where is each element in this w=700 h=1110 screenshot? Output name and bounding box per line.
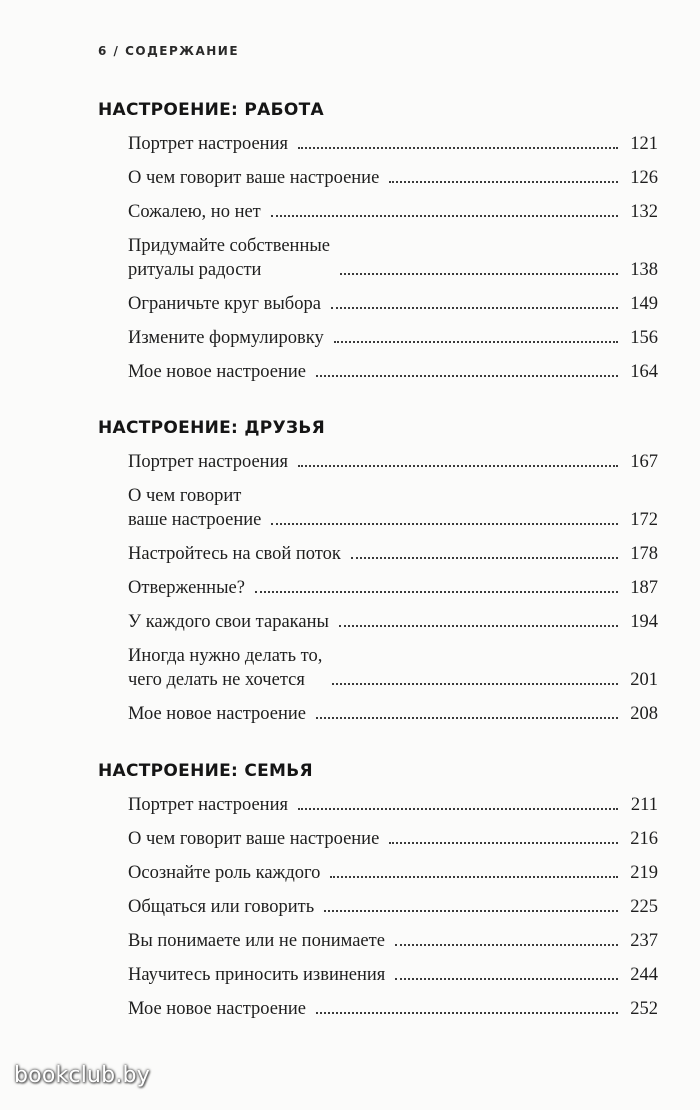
entry-page: 201 <box>630 670 658 690</box>
entry-title: Придумайте собственные ритуалы радости <box>128 236 330 280</box>
entry-page: 126 <box>630 168 658 188</box>
toc-entry[interactable] <box>128 542 658 566</box>
toc-entry[interactable] <box>128 234 658 282</box>
dot-leader <box>271 215 618 217</box>
toc-entry[interactable] <box>128 861 658 885</box>
toc-entry[interactable] <box>128 200 658 224</box>
toc-entry[interactable] <box>128 895 658 919</box>
entry-page: 252 <box>630 999 658 1019</box>
entry-title: Общаться или говорить <box>128 897 315 917</box>
entry-page: 187 <box>630 578 658 598</box>
toc-entries <box>98 793 658 1021</box>
entry-title: Измените формулировку <box>128 328 324 348</box>
dot-leader <box>316 1012 618 1014</box>
entry-page: 244 <box>630 965 658 985</box>
toc-section-work <box>98 99 658 384</box>
entry-page: 138 <box>630 260 658 280</box>
entry-title: Научитесь приносить извинения <box>128 965 386 985</box>
toc-entry[interactable] <box>128 702 658 726</box>
dot-leader <box>332 683 618 685</box>
dot-leader <box>316 717 618 719</box>
dot-leader <box>395 978 618 980</box>
entry-title: Вы понимаете или не понимаете <box>128 931 385 951</box>
toc-section-family <box>98 760 658 1021</box>
entry-page: 164 <box>630 362 658 382</box>
dot-leader <box>340 273 618 275</box>
entry-title: Портрет настроения <box>128 134 288 154</box>
toc-entry[interactable] <box>128 644 658 692</box>
entry-page: 172 <box>630 510 658 530</box>
toc-entry[interactable] <box>128 360 658 384</box>
section-title: НАСТРОЕНИЕ: ДРУЗЬЯ <box>98 418 325 438</box>
entry-title: О чем говорит ваше настроение <box>128 168 380 188</box>
dot-leader <box>330 876 618 878</box>
entry-title: Мое новое настроение <box>128 362 306 382</box>
toc-entry[interactable] <box>128 484 658 532</box>
dot-leader <box>351 557 618 559</box>
toc-entry[interactable] <box>128 292 658 316</box>
entry-title: У каждого свои тараканы <box>128 612 329 632</box>
entry-page: 225 <box>630 897 658 917</box>
dot-leader <box>389 181 618 183</box>
toc-entry[interactable] <box>128 610 658 634</box>
toc-entry[interactable] <box>128 793 658 817</box>
toc-entry[interactable] <box>128 997 658 1021</box>
entry-title: Мое новое настроение <box>128 704 306 724</box>
entry-page: 156 <box>630 328 658 348</box>
entry-title: Мое новое настроение <box>128 999 306 1019</box>
dot-leader <box>395 944 618 946</box>
toc-entries <box>98 450 658 726</box>
entry-page: 121 <box>630 134 658 154</box>
dot-leader <box>255 591 618 593</box>
entry-page: 208 <box>630 704 658 724</box>
toc-entry[interactable] <box>128 166 658 190</box>
toc-entry[interactable] <box>128 827 658 851</box>
section-title: НАСТРОЕНИЕ: РАБОТА <box>98 100 324 120</box>
entry-title: Отверженные? <box>128 578 245 598</box>
dot-leader <box>271 523 618 525</box>
entry-page: 211 <box>630 795 658 815</box>
dot-leader <box>316 375 618 377</box>
section-title: НАСТРОЕНИЕ: СЕМЬЯ <box>98 761 313 781</box>
entry-page: 194 <box>630 612 658 632</box>
dot-leader <box>298 147 618 149</box>
entry-title: О чем говорит ваше настроение <box>128 486 262 530</box>
toc-entry[interactable] <box>128 576 658 600</box>
toc-entry[interactable] <box>128 132 658 156</box>
toc-entry[interactable] <box>128 963 658 987</box>
entry-page: 132 <box>630 202 658 222</box>
entry-title: О чем говорит ваше настроение <box>128 829 380 849</box>
entry-title: Осознайте роль каждого <box>128 863 321 883</box>
toc-entry[interactable] <box>128 450 658 474</box>
entry-title: Настройтесь на свой поток <box>128 544 341 564</box>
running-head: 6 / СОДЕРЖАНИЕ <box>98 44 240 58</box>
entry-title: Сожалею, но нет <box>128 202 261 222</box>
toc-entries <box>98 132 658 384</box>
dot-leader <box>298 465 618 467</box>
toc-section-friends <box>98 417 658 726</box>
dot-leader <box>331 307 618 309</box>
entry-page: 219 <box>630 863 658 883</box>
entry-title: Иногда нужно делать то, чего делать не хочется <box>128 646 323 690</box>
entry-title: Портрет настроения <box>128 452 288 472</box>
entry-title: Ограничьте круг выбора <box>128 294 321 314</box>
entry-page: 237 <box>630 931 658 951</box>
entry-page: 216 <box>630 829 658 849</box>
watermark-text: bookclub.by <box>14 1063 150 1088</box>
dot-leader <box>339 625 618 627</box>
dot-leader <box>324 910 618 912</box>
dot-leader <box>298 808 618 810</box>
toc-entry[interactable] <box>128 929 658 953</box>
entry-title: Портрет настроения <box>128 795 288 815</box>
entry-page: 178 <box>630 544 658 564</box>
toc-entry[interactable] <box>128 326 658 350</box>
dot-leader <box>389 842 618 844</box>
dot-leader <box>334 341 618 343</box>
entry-page: 167 <box>630 452 658 472</box>
entry-page: 149 <box>630 294 658 314</box>
